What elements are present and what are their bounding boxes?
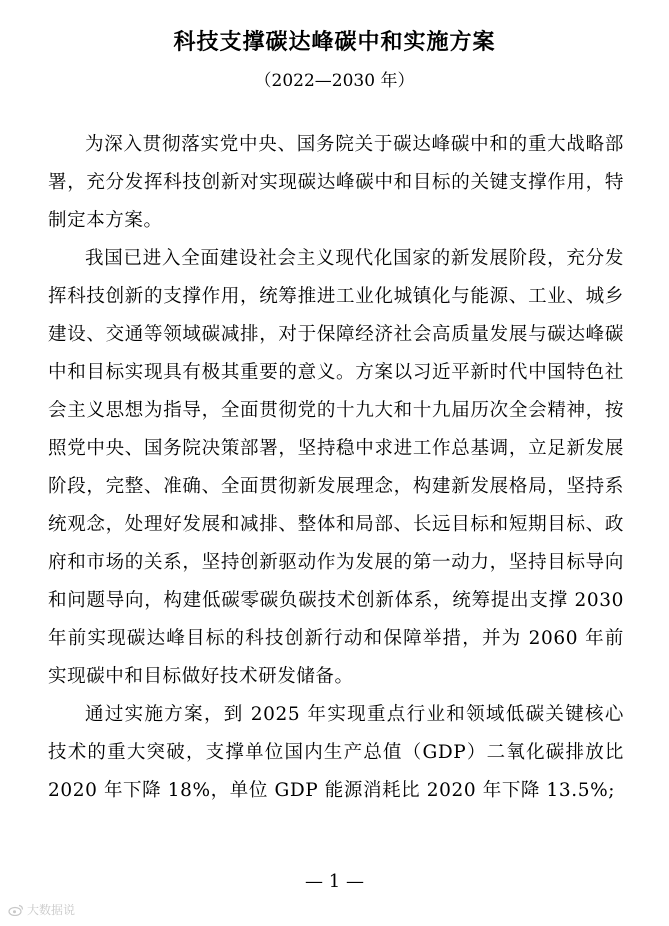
document-body [48, 126, 624, 810]
weibo-logo-icon [8, 904, 24, 916]
paragraph-2: 我国已进入全面建设社会主义现代化国家的新发展阶段，充分发挥科技创新的支撑作用，统筹推进工业化城镇化与能源、工业、城乡建设、交通等领域碳减排，对于保障经济社会高质量发展与碳达峰碳中和目标实现具有极其重要的意义。方案以习近平新时代中国特色社会主义思想为指导，全面贯彻党的十九大和十九届历次全会精神，按照党中央、国务院决策部署，坚持稳中求进工作总基调，立足新发展阶段，完整、准确、全面贯彻新发展理念，构建新发展格局，坚持系统观念，处理好发展和减排、整体和局部、长远目标和短期目标、政府和市场的关系，坚持创新驱动作为发展的第一动力，坚持目标导向和问题导向，构建低碳零碳负碳技术创新体系，统筹提出支撑 2030 年前实现碳达峰目标的科技创新行动和保障举措，并为 2060 年前实现碳中和目标做好技术研发储备。 [48, 248, 624, 687]
page-number: — 1 — [305, 871, 364, 892]
document-subtitle: （2022—2030 年） [254, 71, 415, 91]
watermark-text: 大数据说 [27, 903, 76, 917]
watermark [8, 902, 75, 918]
document-title: 科技支撑碳达峰碳中和实施方案 [173, 29, 496, 55]
paragraph-1: 为深入贯彻落实党中央、国务院关于碳达峰碳中和的重大战略部署，充分发挥科技创新对实现碳达峰碳中和目标的关键支撑作用，特制定本方案。 [48, 134, 624, 231]
paragraph-3: 通过实施方案，到 2025 年实现重点行业和领域低碳关键核心技术的重大突破，支撑单位国内生产总值（GDP）二氧化碳排放比 2020 年下降 18%，单位 GDP 能源消耗比 2020 年下降 13.5%; [48, 704, 624, 801]
